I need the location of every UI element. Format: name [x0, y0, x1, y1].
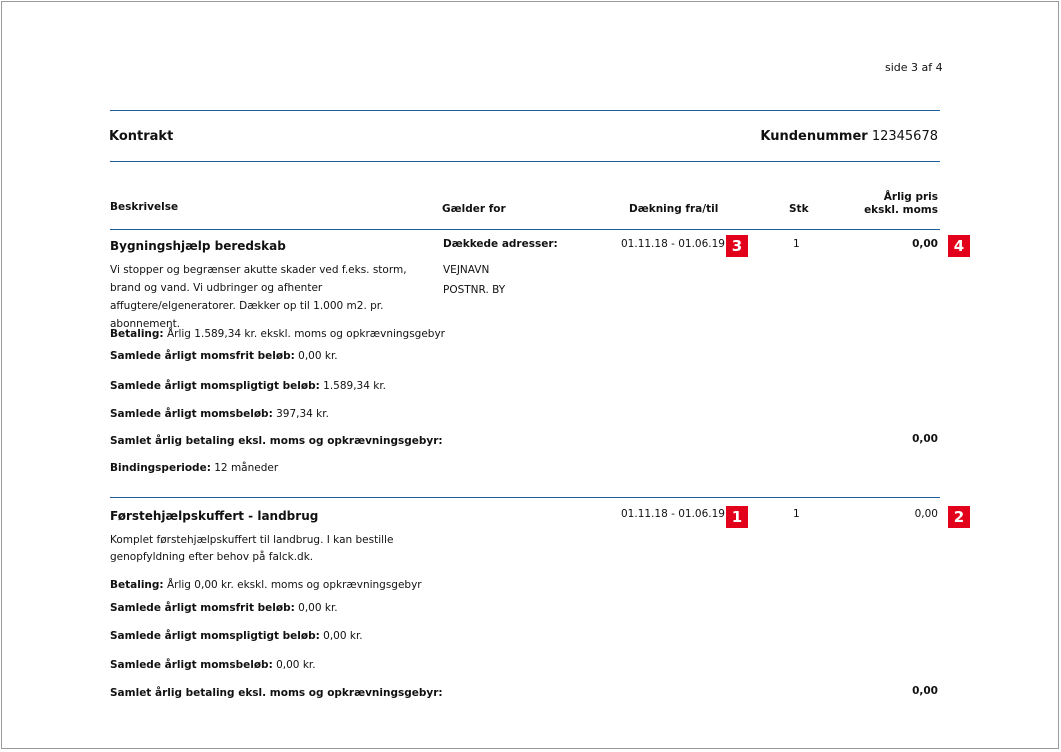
marker-badge: 3	[726, 235, 748, 257]
payment-line	[110, 328, 445, 340]
vat-amount-value: 0,00 kr.	[276, 659, 316, 671]
column-header-description: Beskrivelse	[110, 201, 179, 213]
document-page	[1, 1, 1059, 749]
vat-free-value: 0,00 kr.	[298, 602, 338, 614]
covered-addresses-label: Dækkede adresser:	[443, 238, 558, 250]
customer-number-label: Kundenummer	[760, 129, 868, 144]
annual-price: 0,00	[914, 508, 938, 520]
payment-label: Betaling:	[110, 328, 164, 340]
total-label: Samlet årlig betaling eksl. moms og opkrævningsgebyr:	[110, 435, 443, 447]
vatable-label: Samlede årligt momspligtigt beløb:	[110, 630, 320, 642]
vat-amount-value: 397,34 kr.	[276, 408, 329, 420]
quantity: 1	[793, 508, 800, 520]
vat-free-label: Samlede årligt momsfrit beløb:	[110, 602, 295, 614]
vatable-line	[110, 380, 386, 392]
item-title: Bygningshjælp beredskab	[110, 239, 286, 253]
binding-period-line	[110, 462, 278, 474]
vatable-value: 0,00 kr.	[323, 630, 363, 642]
column-header-rule	[110, 229, 940, 230]
page-title: Kontrakt	[109, 129, 174, 144]
vatable-line	[110, 630, 363, 642]
vat-amount-label: Samlede årligt momsbeløb:	[110, 408, 273, 420]
vat-free-line	[110, 350, 338, 362]
total-value: 0,00	[912, 433, 938, 445]
binding-period-label: Bindingsperiode:	[110, 462, 211, 474]
coverage-period: 01.11.18 - 01.06.19	[621, 238, 725, 250]
coverage-period: 01.11.18 - 01.06.19	[621, 508, 725, 520]
payment-label: Betaling:	[110, 579, 164, 591]
vatable-value: 1.589,34 kr.	[323, 380, 387, 392]
vat-free-line	[110, 602, 338, 614]
customer-number-value: 12345678	[871, 129, 938, 144]
total-value: 0,00	[912, 685, 938, 697]
annual-price: 0,00	[912, 238, 938, 250]
column-header-coverage: Dækning fra/til	[629, 203, 719, 215]
customer-number	[760, 129, 938, 144]
vatable-label: Samlede årligt momspligtigt beløb:	[110, 380, 320, 392]
column-header-price	[864, 191, 938, 217]
vat-free-value: 0,00 kr.	[298, 350, 338, 362]
marker-badge: 2	[948, 506, 970, 528]
address-city: POSTNR. BY	[443, 284, 506, 296]
item-description: Vi stopper og begrænser akutte skader ved f.eks. storm, brand og vand. Vi udbringer og afhenter affugtere/elgeneratorer. Dækker op til 1.000 m2. pr. abonnement.	[110, 264, 407, 330]
total-label: Samlet årlig betaling eksl. moms og opkrævningsgebyr:	[110, 687, 443, 699]
item-separator-rule	[110, 497, 940, 498]
vat-amount-label: Samlede årligt momsbeløb:	[110, 659, 273, 671]
vat-free-label: Samlede årligt momsfrit beløb:	[110, 350, 295, 362]
payment-line	[110, 579, 422, 591]
column-header-price-line2: ekskl. moms	[864, 204, 938, 216]
payment-value: Årlig 1.589,34 kr. ekskl. moms og opkrævningsgebyr	[166, 328, 446, 340]
item-title: Førstehjælpskuffert - landbrug	[110, 509, 319, 523]
marker-badge: 4	[948, 235, 970, 257]
binding-period-value: 12 måneder	[214, 462, 279, 474]
header-bottom-rule	[110, 161, 940, 162]
column-header-price-line1: Årlig pris	[883, 191, 938, 203]
column-header-qty: Stk	[789, 203, 809, 215]
vat-amount-line	[110, 408, 329, 420]
marker-badge: 1	[726, 506, 748, 528]
page-number: side 3 af 4	[885, 61, 943, 74]
header-top-rule	[110, 110, 940, 111]
item-description: Komplet førstehjælpskuffert til landbrug. I kan bestille genopfyldning efter behov på falck.dk.	[110, 534, 394, 563]
quantity: 1	[793, 238, 800, 250]
column-header-applies-to: Gælder for	[442, 203, 506, 215]
vat-amount-line	[110, 659, 316, 671]
address-street: VEJNAVN	[443, 264, 490, 276]
payment-value: Årlig 0,00 kr. ekskl. moms og opkrævningsgebyr	[166, 579, 422, 591]
